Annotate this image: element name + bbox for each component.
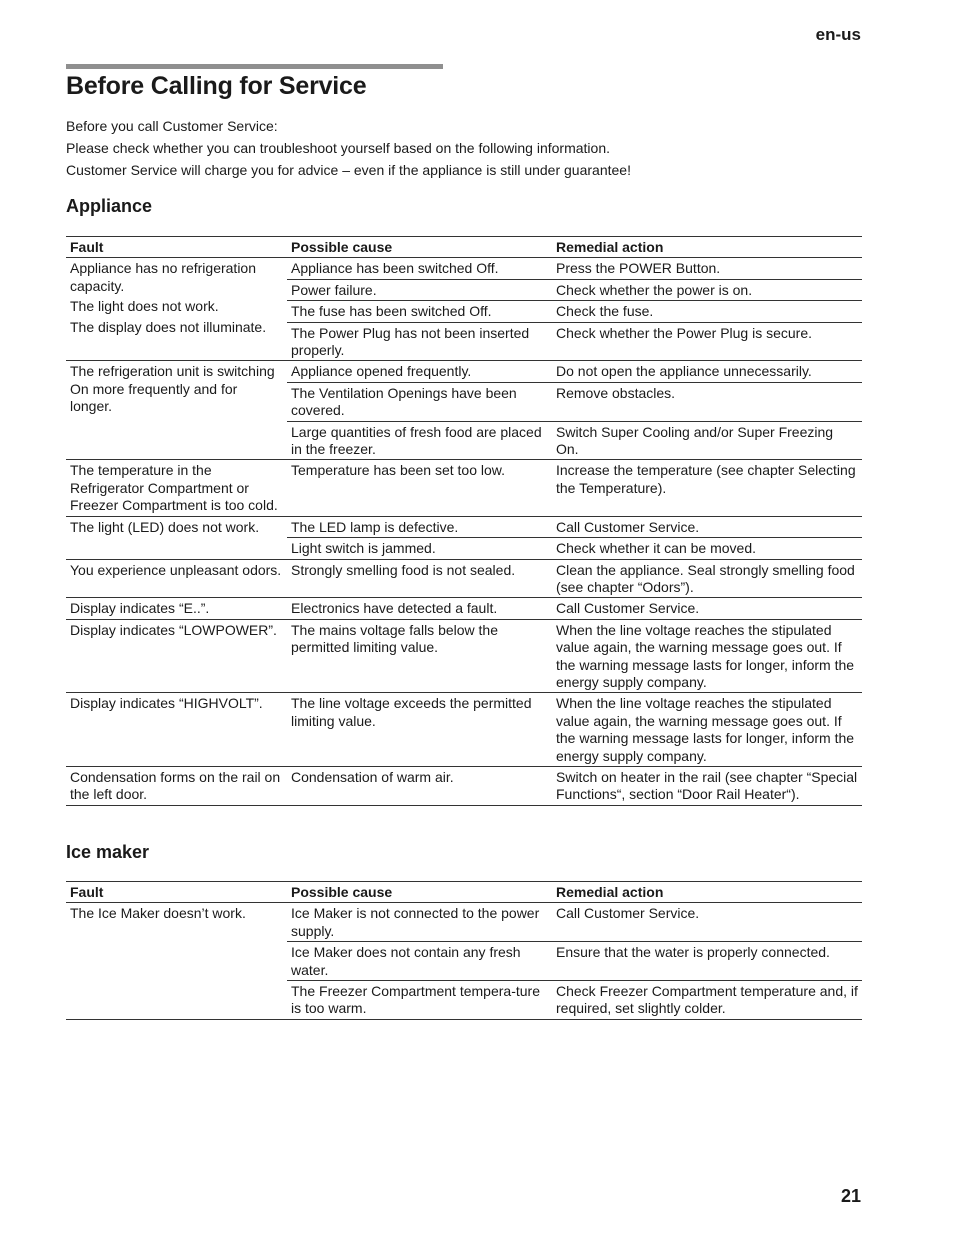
- table-row: [66, 598, 862, 619]
- intro-line: Customer Service will charge you for advice – even if the appliance is still under guarantee!: [66, 162, 631, 178]
- ice-maker-fault-table: [66, 881, 862, 1020]
- remedy-cell: Remove obstacles.: [552, 382, 862, 421]
- fault-text: The light (LED) does not work.: [70, 518, 260, 535]
- column-header-remedy: Remedial action: [552, 237, 862, 258]
- remedy-cell: Check whether it can be moved.: [552, 538, 862, 559]
- column-header-cause: Possible cause: [287, 237, 552, 258]
- cause-cell: Appliance has been switched Off.: [287, 258, 552, 279]
- table-row: [66, 361, 862, 382]
- table-row: [66, 460, 862, 516]
- fault-text: Display indicates “E..”.: [70, 600, 210, 617]
- intro-line: Before you call Customer Service:: [66, 118, 278, 134]
- remedy-cell: Clean the appliance. Seal strongly smelling food (see chapter “Odors”).: [552, 559, 862, 598]
- fault-cell: [66, 598, 287, 619]
- fault-cell: [66, 619, 287, 693]
- fault-text: Appliance has no refrigeration capacity.: [70, 260, 257, 294]
- fault-cell: [66, 258, 287, 361]
- cause-cell: Electronics have detected a fault.: [287, 598, 552, 619]
- remedy-cell: Check whether the power is on.: [552, 279, 862, 300]
- language-label: en-us: [815, 25, 861, 44]
- cause-cell: The Ventilation Openings have been covered.: [287, 382, 552, 421]
- fault-text: You experience unpleasant odors.: [70, 561, 282, 578]
- table-row: [66, 258, 862, 279]
- cause-cell: The LED lamp is defective.: [287, 516, 552, 537]
- remedy-cell: When the line voltage reaches the stipulated value again, the warning message goes out. If the warning message lasts for longer, inform the energy supply company.: [552, 693, 862, 767]
- cause-cell: Appliance opened frequently.: [287, 361, 552, 382]
- title-rule: [66, 64, 443, 69]
- cause-cell: Ice Maker does not contain any fresh water.: [287, 942, 552, 981]
- appliance-heading: Appliance: [66, 196, 153, 216]
- table-row: [66, 693, 862, 767]
- fault-text: The display does not illuminate.: [70, 318, 267, 335]
- remedy-cell: Ensure that the water is properly connected.: [552, 942, 862, 981]
- remedy-cell: Check whether the Power Plug is secure.: [552, 322, 862, 361]
- column-header-remedy: Remedial action: [552, 882, 862, 903]
- fault-cell: [66, 460, 287, 516]
- table-row: [66, 559, 862, 598]
- fault-text: The refrigeration unit is switching On more frequently and for longer.: [70, 363, 275, 415]
- table-row: [66, 619, 862, 693]
- fault-text: Display indicates “LOWPOWER”.: [70, 621, 277, 638]
- remedy-cell: Switch Super Cooling and/or Super Freezing On.: [552, 421, 862, 460]
- fault-text: The Ice Maker doesn’t work.: [70, 905, 246, 922]
- remedy-cell: Press the POWER Button.: [552, 258, 862, 279]
- cause-cell: The fuse has been switched Off.: [287, 301, 552, 322]
- column-header-cause: Possible cause: [287, 882, 552, 903]
- remedy-cell: Call Customer Service.: [552, 516, 862, 537]
- intro-text: [66, 116, 866, 182]
- table-row: [66, 903, 862, 942]
- fault-text: The temperature in the Refrigerator Compartment or Freezer Compartment is too cold.: [70, 462, 278, 514]
- cause-cell: Temperature has been set too low.: [287, 460, 552, 516]
- cause-cell: The line voltage exceeds the permitted limiting value.: [287, 693, 552, 767]
- remedy-cell: Call Customer Service.: [552, 903, 862, 942]
- column-header-fault: Fault: [66, 882, 287, 903]
- intro-line: Please check whether you can troubleshoot yourself based on the following information.: [66, 140, 610, 156]
- fault-text: Condensation forms on the rail on the left door.: [70, 768, 281, 803]
- table-header-row: [66, 882, 862, 903]
- remedy-cell: Check Freezer Compartment temperature and, if required, set slightly colder.: [552, 981, 862, 1020]
- fault-cell: [66, 559, 287, 598]
- page-title: Before Calling for Service: [66, 72, 367, 100]
- remedy-cell: Call Customer Service.: [552, 598, 862, 619]
- cause-cell: Ice Maker is not connected to the power supply.: [287, 903, 552, 942]
- cause-cell: The Power Plug has not been inserted properly.: [287, 322, 552, 361]
- fault-cell: [66, 903, 287, 1019]
- fault-cell: [66, 693, 287, 767]
- cause-cell: Strongly smelling food is not sealed.: [287, 559, 552, 598]
- table-row: [66, 766, 862, 805]
- remedy-cell: When the line voltage reaches the stipulated value again, the warning message goes out. If the warning message lasts for longer, inform the energy supply company.: [552, 619, 862, 693]
- cause-cell: Large quantities of fresh food are placed in the freezer.: [287, 421, 552, 460]
- fault-cell: [66, 766, 287, 805]
- remedy-cell: Check the fuse.: [552, 301, 862, 322]
- ice-maker-heading: Ice maker: [66, 842, 150, 862]
- cause-cell: Light switch is jammed.: [287, 538, 552, 559]
- table-row: [66, 516, 862, 537]
- page-number: 21: [840, 1186, 861, 1206]
- remedy-cell: Increase the temperature (see chapter Selecting the Temperature).: [552, 460, 862, 516]
- fault-cell: [66, 361, 287, 460]
- fault-text: The light does not work.: [70, 298, 219, 315]
- table-header-row: [66, 237, 862, 258]
- appliance-fault-table: [66, 236, 862, 806]
- cause-cell: Power failure.: [287, 279, 552, 300]
- column-header-fault: Fault: [66, 237, 287, 258]
- cause-cell: Condensation of warm air.: [287, 766, 552, 805]
- cause-cell: The mains voltage falls below the permitted limiting value.: [287, 619, 552, 693]
- fault-text: Display indicates “HIGHVOLT”.: [70, 695, 263, 712]
- cause-cell: The Freezer Compartment tempera-ture is too warm.: [287, 981, 552, 1020]
- remedy-cell: Switch on heater in the rail (see chapter “Special Functions“, section “Door Rail Heater“).: [552, 766, 862, 805]
- remedy-cell: Do not open the appliance unnecessarily.: [552, 361, 862, 382]
- fault-cell: [66, 516, 287, 559]
